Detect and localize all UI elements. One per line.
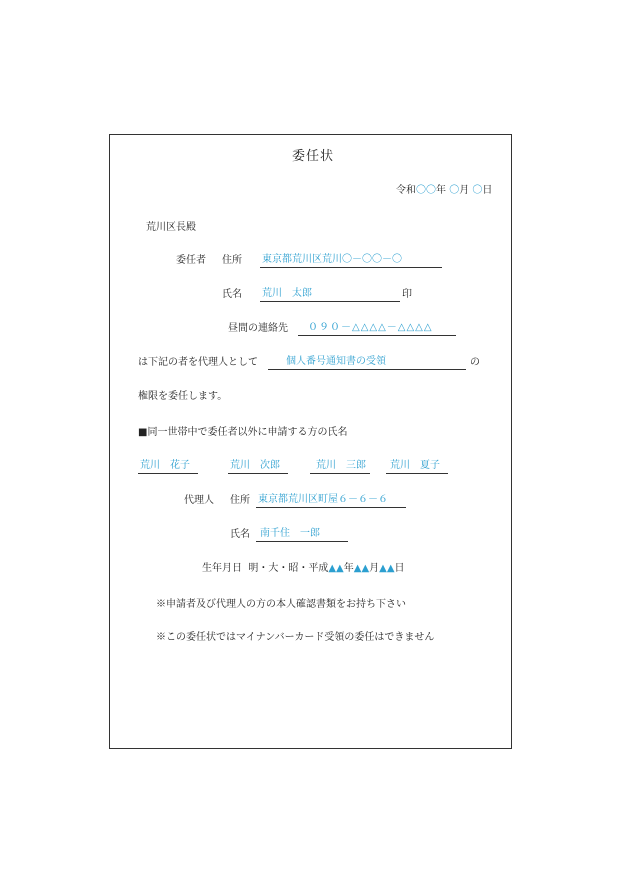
household-name: 荒川 夏子 (390, 460, 440, 471)
delegation-prefix: は下記の者を代理人として (138, 357, 258, 368)
note-mynumber-card: ※この委任状ではマイナンバーカード受領の委任はできません (156, 632, 435, 643)
delegation-line2: 権限を委任します。 (138, 391, 228, 402)
household-name: 荒川 三郎 (316, 460, 366, 471)
issue-date: 令和〇〇年 〇月 〇日 (396, 185, 493, 196)
agent-label: 代理人 (184, 495, 214, 506)
delegator-address: 東京都荒川区荒川〇－〇〇－〇 (262, 254, 402, 265)
form-title: 委任状 (292, 149, 335, 164)
delegator-phone-label: 昼間の連絡先 (228, 323, 288, 334)
household-name: 荒川 花子 (140, 460, 190, 471)
agent-name: 南千住 一郎 (260, 528, 320, 539)
delegator-phone: ０９０－△△△△－△△△△ (308, 322, 433, 333)
agent-dob: 生年月日 明・大・昭・平成▲▲年▲▲月▲▲日 (202, 563, 405, 574)
seal-mark: 印 (402, 289, 412, 300)
agent-name-label: 氏名 (230, 529, 250, 540)
delegator-address-label: 住所 (222, 255, 242, 266)
delegation-form (109, 134, 512, 749)
delegation-matter: 個人番号通知書の受領 (286, 356, 386, 367)
household-heading: ■同一世帯中で委任者以外に申請する方の氏名 (138, 427, 348, 438)
addressee: 荒川区長殿 (146, 222, 196, 233)
agent-address: 東京都荒川区町屋６－６－６ (258, 494, 388, 505)
delegator-name: 荒川 太郎 (262, 288, 312, 299)
delegation-suffix: の (470, 357, 480, 368)
note-id-documents: ※申請者及び代理人の方の本人確認書類をお持ち下さい (156, 599, 406, 610)
delegator-name-label: 氏名 (222, 289, 242, 300)
delegator-label: 委任者 (176, 255, 206, 266)
agent-address-label: 住所 (230, 495, 250, 506)
household-name: 荒川 次郎 (230, 460, 280, 471)
